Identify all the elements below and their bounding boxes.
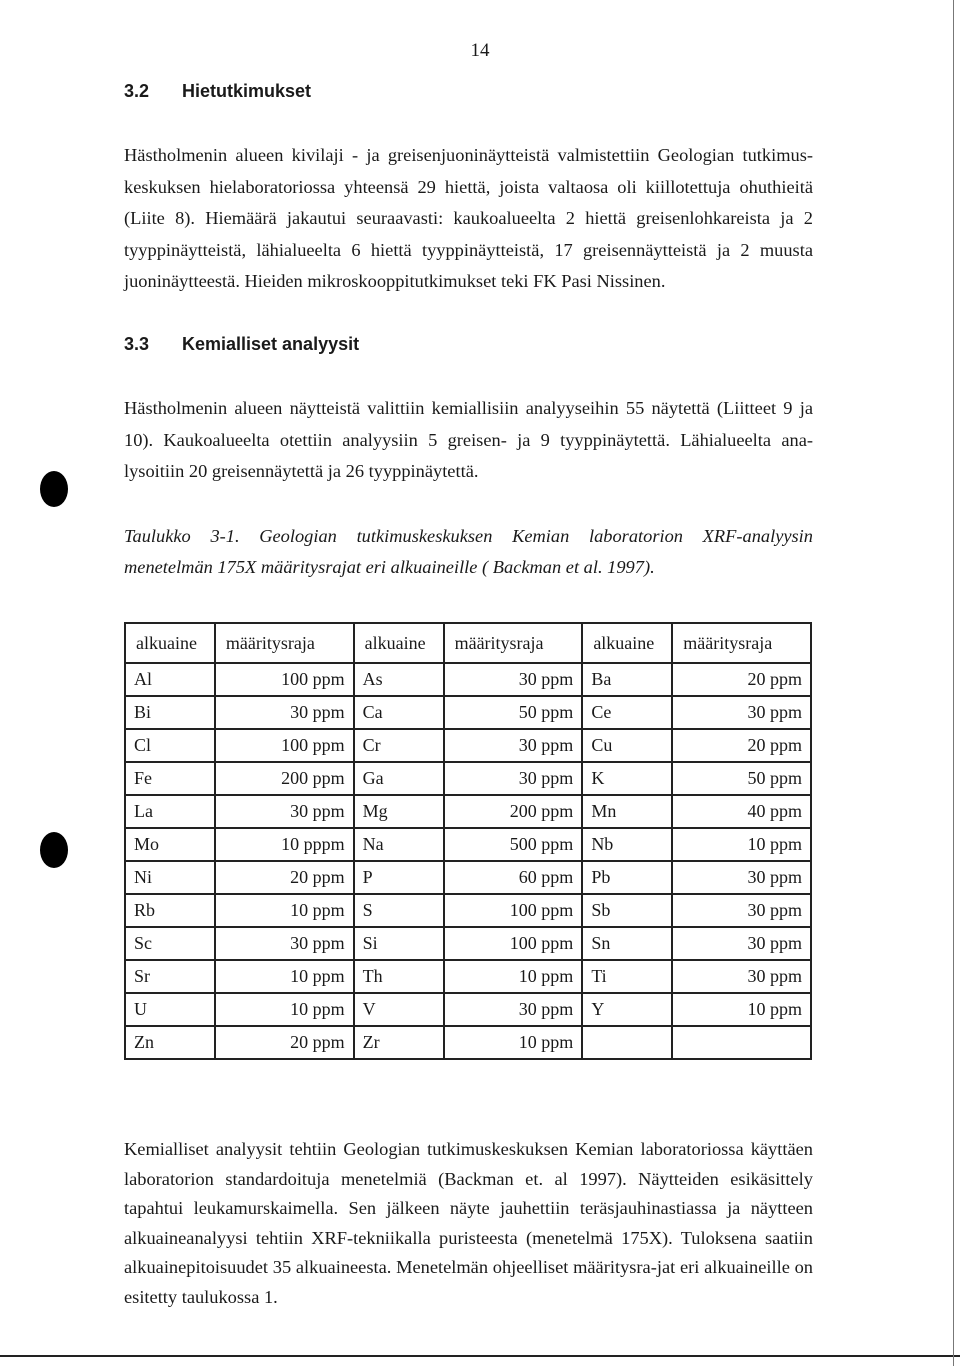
column-header: alkuaine bbox=[354, 623, 444, 663]
column-header: määritysraja bbox=[444, 623, 583, 663]
element-cell: Ti bbox=[582, 960, 672, 993]
limit-cell: 30 ppm bbox=[672, 696, 811, 729]
element-cell: Cr bbox=[354, 729, 444, 762]
limit-cell: 10 ppm bbox=[672, 993, 811, 1026]
element-cell: Cu bbox=[582, 729, 672, 762]
element-cell: S bbox=[354, 894, 444, 927]
limit-cell: 50 ppm bbox=[444, 696, 583, 729]
limit-cell: 30 ppm bbox=[215, 795, 354, 828]
element-cell: Th bbox=[354, 960, 444, 993]
scan-edge-line bbox=[0, 1355, 960, 1357]
section-title: Hietutkimukset bbox=[182, 81, 312, 101]
limit-cell: 30 ppm bbox=[444, 993, 583, 1026]
limit-cell: 500 ppm bbox=[444, 828, 583, 861]
element-cell: Ba bbox=[582, 663, 672, 696]
table-row bbox=[125, 795, 811, 828]
element-cell: Si bbox=[354, 927, 444, 960]
element-cell: Rb bbox=[125, 894, 215, 927]
element-cell: V bbox=[354, 993, 444, 1026]
limit-cell: 30 ppm bbox=[672, 927, 811, 960]
limit-cell bbox=[672, 1026, 811, 1059]
element-cell: Mo bbox=[125, 828, 215, 861]
table-row bbox=[125, 927, 811, 960]
element-cell: Sr bbox=[125, 960, 215, 993]
limit-cell: 100 ppm bbox=[444, 927, 583, 960]
element-cell: Al bbox=[125, 663, 215, 696]
limit-cell: 20 ppm bbox=[215, 861, 354, 894]
limit-cell: 30 ppm bbox=[444, 663, 583, 696]
limit-cell: 10 ppm bbox=[444, 960, 583, 993]
element-cell: Sb bbox=[582, 894, 672, 927]
element-cell: K bbox=[582, 762, 672, 795]
element-cell: U bbox=[125, 993, 215, 1026]
limit-cell: 30 ppm bbox=[444, 729, 583, 762]
table-row bbox=[125, 1026, 811, 1059]
binder-hole-mark bbox=[40, 832, 68, 868]
limit-cell: 30 ppm bbox=[215, 696, 354, 729]
element-cell: Pb bbox=[582, 861, 672, 894]
limit-cell: 30 ppm bbox=[444, 762, 583, 795]
column-header: alkuaine bbox=[125, 623, 215, 663]
section-heading-3-3 bbox=[124, 334, 359, 355]
element-cell: Zn bbox=[125, 1026, 215, 1059]
element-cell: Cl bbox=[125, 729, 215, 762]
limit-cell: 10 ppm bbox=[672, 828, 811, 861]
element-cell: Zr bbox=[354, 1026, 444, 1059]
limit-cell: 10 pppm bbox=[215, 828, 354, 861]
limit-cell: 50 ppm bbox=[672, 762, 811, 795]
limit-cell: 10 ppm bbox=[215, 894, 354, 927]
element-cell: As bbox=[354, 663, 444, 696]
limit-cell: 20 ppm bbox=[672, 729, 811, 762]
limit-cell: 40 ppm bbox=[672, 795, 811, 828]
element-cell: Ca bbox=[354, 696, 444, 729]
element-cell: Sn bbox=[582, 927, 672, 960]
section-heading-3-2 bbox=[124, 81, 311, 102]
element-cell: Mn bbox=[582, 795, 672, 828]
element-cell: La bbox=[125, 795, 215, 828]
section-number: 3.3 bbox=[124, 334, 150, 354]
table-header-row bbox=[125, 623, 811, 663]
column-header: määritysraja bbox=[215, 623, 354, 663]
table-row bbox=[125, 960, 811, 993]
element-cell: Mg bbox=[354, 795, 444, 828]
page-number: 14 bbox=[470, 40, 490, 61]
table-row bbox=[125, 729, 811, 762]
table-row bbox=[125, 828, 811, 861]
element-cell: Ni bbox=[125, 861, 215, 894]
element-cell: P bbox=[354, 861, 444, 894]
limit-cell: 10 ppm bbox=[215, 960, 354, 993]
limit-cell: 100 ppm bbox=[444, 894, 583, 927]
detection-limits-table bbox=[124, 622, 812, 1060]
table-row bbox=[125, 894, 811, 927]
element-cell: Ga bbox=[354, 762, 444, 795]
limit-cell: 30 ppm bbox=[215, 927, 354, 960]
element-cell: Bi bbox=[125, 696, 215, 729]
limit-cell: 100 ppm bbox=[215, 663, 354, 696]
table-row bbox=[125, 861, 811, 894]
section-title: Kemialliset analyysit bbox=[182, 334, 360, 354]
limit-cell: 60 ppm bbox=[444, 861, 583, 894]
limit-cell: 30 ppm bbox=[672, 960, 811, 993]
element-cell bbox=[582, 1026, 672, 1059]
element-cell: Sc bbox=[125, 927, 215, 960]
limit-cell: 200 ppm bbox=[215, 762, 354, 795]
section-number: 3.2 bbox=[124, 81, 150, 101]
limit-cell: 200 ppm bbox=[444, 795, 583, 828]
limit-cell: 100 ppm bbox=[215, 729, 354, 762]
table-row bbox=[125, 762, 811, 795]
section-3-2-paragraph: Hästholmenin alueen kivilaji - ja greisenjuoninäytteistä valmistettiin Geologian tutkimus-keskuksen hielaboratoriossa yhteensä 29 hiettä, joista valtaosa oli kiillotettuja ohuthieitä (Liite 8). Hiemäärä jakautui seuraavasti: kaukoalueelta 2 hiettä greisenlohkareista ja 2 tyyppinäytteistä, lähialueelta 6 hiettä tyyppinäytteistä, 17 greisennäytteistä ja 2 muusta juoninäytteestä. Hieiden mikroskooppitutkimukset teki FK Pasi Nissinen. bbox=[124, 145, 813, 291]
table-row bbox=[125, 663, 811, 696]
table-row bbox=[125, 993, 811, 1026]
element-cell: Na bbox=[354, 828, 444, 861]
column-header: alkuaine bbox=[582, 623, 672, 663]
limit-cell: 30 ppm bbox=[672, 894, 811, 927]
table-caption: Taulukko 3-1. Geologian tutkimuskeskuksen Kemian laboratorion XRF-analyysin menetelmän 175X määritysrajat eri alkuaineille ( Backman et al. 1997). bbox=[124, 526, 813, 577]
limit-cell: 10 ppm bbox=[444, 1026, 583, 1059]
element-cell: Y bbox=[582, 993, 672, 1026]
limit-cell: 20 ppm bbox=[672, 663, 811, 696]
limit-cell: 20 ppm bbox=[215, 1026, 354, 1059]
scan-edge-line bbox=[953, 0, 954, 1366]
closing-paragraph: Kemialliset analyysit tehtiin Geologian tutkimuskeskuksen Kemian laboratoriossa käyttäen laboratorion standardoituja menetelmiä (Backman et. al 1997). Näytteiden esikäsittely tapahtui leukamurskaimella. Sen jälkeen näyte jauhettiin teräsjauhinastiassa ja näytteen alkuaineanalyysi tehtiin XRF-tekniikalla puristeesta (menetelmä 175X). Tuloksena saatiin alkuainepitoisuudet 35 alkuaineesta. Menetelmän ohjeelliset määritysra-jat eri alkuaineille on esitetty taulukossa 1. bbox=[124, 1139, 813, 1307]
binder-hole-mark bbox=[40, 471, 68, 507]
table-row bbox=[125, 696, 811, 729]
limit-cell: 10 ppm bbox=[215, 993, 354, 1026]
element-cell: Nb bbox=[582, 828, 672, 861]
element-cell: Fe bbox=[125, 762, 215, 795]
limit-cell: 30 ppm bbox=[672, 861, 811, 894]
column-header: määritysraja bbox=[672, 623, 811, 663]
section-3-3-paragraph: Hästholmenin alueen näytteistä valittiin kemiallisiin analyyseihin 55 näytettä (Liitteet 9 ja 10). Kaukoalueelta otettiin analyysiin 5 greisen- ja 9 tyyppinäytettä. Lähialueelta ana-lysoitiin 20 greisennäytettä ja 26 tyyppinäytettä. bbox=[124, 398, 813, 481]
element-cell: Ce bbox=[582, 696, 672, 729]
